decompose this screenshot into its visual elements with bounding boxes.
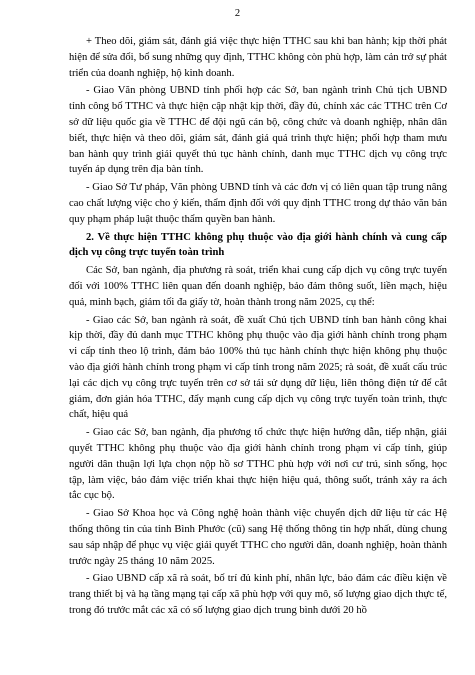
paragraph-section-intro: Các Sở, ban ngành, địa phương rà soát, triển khai cung cấp dịch vụ công trực tuyến đối với 100% TTHC liên quan đến doanh nghiệp, bảo đảm thông suốt, liền mạch, hiệu quả, minh bạch, giảm tối đa giấy tờ, hoàn thành trong năm 2025, cụ thể:: [69, 265, 447, 308]
paragraph-office-task: - Giao Văn phòng UBND tỉnh phối hợp các Sở, ban ngành trình Chủ tịch UBND tỉnh công bố TTHC và thực hiện cập nhật kịp thời, đầy đủ, chính xác các TTHC trên Cơ sở dữ liệu quốc gia về TTHC để đội ngũ cán bộ, công chức và doanh nghiệp, nhân dân biết, thực hiện và theo dõi, giám sát, đánh giá quá trình thực hiện; phối hợp tham mưu ban hành quy trình giải quyết thủ tục hành chính, danh mục TTHC dịch vụ công trực tuyến áp dụng trên địa bàn tỉnh.: [69, 85, 447, 176]
paragraph-commune-task: - Giao UBND cấp xã rà soát, bố trí đủ kinh phí, nhân lực, bảo đảm các điều kiện về trang thiết bị và hạ tầng mạng tại cấp xã phù hợp với quy mô, số lượng giao dịch thực tế, trong đó trước mắt các xã có số lượng giao dịch trung bình dưới 20 hồ: [69, 573, 447, 616]
paragraph-departments-implementation: - Giao các Sở, ban ngành, địa phương tổ chức thực hiện hướng dẫn, tiếp nhận, giải quyết TTHC không phụ thuộc vào địa giới hành chính trong phạm vi cấp tỉnh, giúp người dân thuận lợi lựa chọn nộp hồ sơ TTHC phù hợp với nơi cư trú, sinh sống, học tập, làm việc, bảo đảm việc triển khai thực hiện hiệu quả, thông suốt, tránh xảy ra ách tắc cục bộ.: [69, 427, 447, 502]
section-heading: 2. Về thực hiện TTHC không phụ thuộc vào địa giới hành chính và cung cấp dịch vụ công trực tuyến toàn trình: [69, 231, 447, 259]
paragraph-justice-task: - Giao Sở Tư pháp, Văn phòng UBND tỉnh và các đơn vị có liên quan tập trung nâng cao chất lượng việc cho ý kiến, thẩm định đối với quy định TTHC trong dự thảo văn bản quy phạm pháp luật thuộc thẩm quyền ban hành.: [69, 182, 447, 225]
paragraph-departments-review: - Giao các Sở, ban ngành rà soát, đề xuất Chủ tịch UBND tỉnh ban hành công khai kịp thời, đầy đủ danh mục TTHC không phụ thuộc vào địa giới hành chính trong phạm vi cấp tỉnh theo lộ trình, đảm bảo 100% thủ tục hành chính thực hiện không phụ thuộc vào địa giới hành chính trong phạm vi cấp tỉnh trong năm 2025; rà soát, đề xuất cấu trúc lại các dịch vụ công trực tuyến trên cơ sở tái sử dụng dữ liệu, liên thông điện tử để cắt giảm, đơn giản hóa TTHC, đẩy mạnh cung cấp dịch vụ công trực tuyến toàn trình, thực chất, hiệu quả: [69, 314, 447, 421]
paragraph-followup: + Theo dõi, giám sát, đánh giá việc thực hiện TTHC sau khi ban hành; kịp thời phát hiện để sửa đổi, bổ sung những quy định, TTHC không còn phù hợp, làm cản trở sự phát triển của doanh nghiệp, hộ kinh doanh.: [69, 36, 447, 79]
document-body: [69, 34, 447, 621]
page-number: 2: [234, 8, 241, 19]
paragraph-science-task: - Giao Sở Khoa học và Công nghệ hoàn thành việc chuyển dịch dữ liệu từ các Hệ thống thông tin của tỉnh Bình Phước (cũ) sang Hệ thống thông tin hợp nhất, dùng chung sau sáp nhập để phục vụ việc giải quyết TTHC cho người dân, doanh nghiệp, hoàn thành trước ngày 25 tháng 10 năm 2025.: [69, 508, 447, 567]
